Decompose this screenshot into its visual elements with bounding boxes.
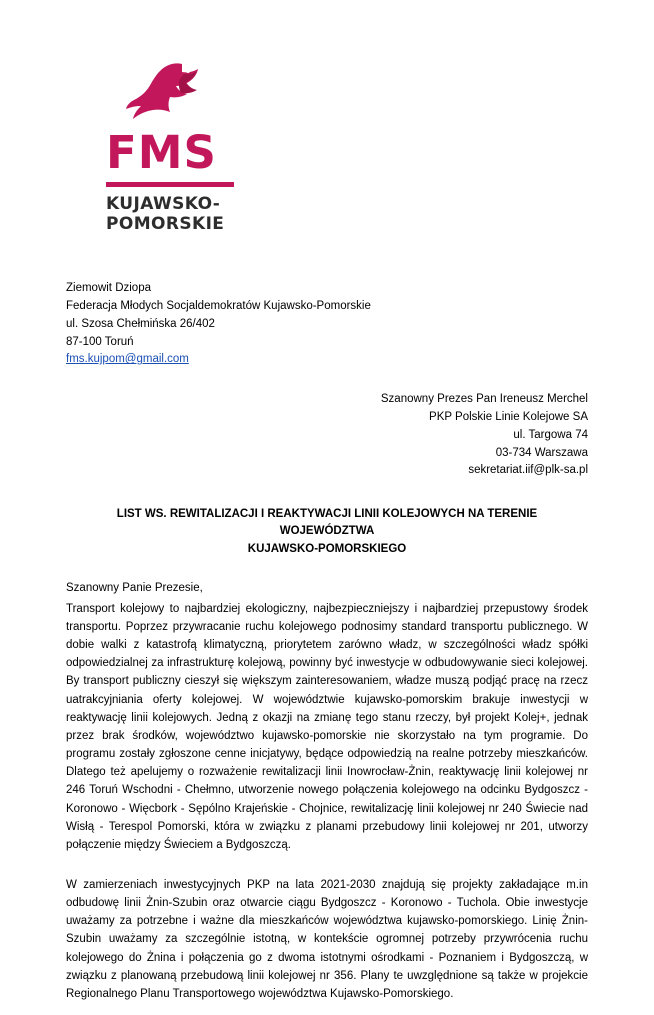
page-title-line2: KUJAWSKO-POMORSKIEGO: [247, 542, 407, 555]
sender-street: ul. Szosa Chełmińska 26/402: [66, 317, 215, 330]
sender-email-link[interactable]: fms.kujpom@gmail.com: [66, 353, 189, 366]
sender-organization: Federacja Młodych Socjaldemokratów Kujawsko-Pomorskie: [66, 299, 371, 312]
recipient-email: sekretariat.iif@plk-sa.pl: [468, 464, 588, 477]
logo-subtitle: [106, 194, 286, 234]
fms-logo: [106, 62, 286, 234]
logo-block: [66, 0, 588, 234]
sender-name: Ziemowit Dziopa: [66, 282, 151, 295]
logo-wordmark: FMS: [106, 126, 217, 179]
page-title-line1: LIST WS. REWITALIZACJI I REAKTYWACJI LINII KOLEJOWYCH NA TERENIE WOJEWÓDZTWA: [116, 508, 538, 538]
body-paragraph-2: W zamierzeniach inwestycyjnych PKP na lata 2021-2030 znajdują się projekty zakładające m.in odbudowę linii Żnin-Szubin oraz otwarcie ciągu Bydgoszcz - Koronowo - Tuchola. Obie inwestycje uważamy za potrzebne i ważne dla mieszkańców województwa kujawsko-pomorskiego. Linię Żnin-Szubin uważamy za szczególnie istotną, w kontekście ogromnej potrzeby przywrócenia ruchu kolejowego do Żnina i połączenia go z dwoma istotnymi ośrodkami - Poznaniem i Bydgoszczą, w związku z planowaną przebudową linii kolejowej nr 356. Plany te uwzględnione są także w projekcie Regionalnego Planu Transportowego województwa Kujawsko-Pomorskiego.: [66, 878, 588, 1000]
recipient-line4: 03-734 Warszawa: [495, 446, 588, 459]
logo-subtitle-line2: POMORSKIE: [106, 214, 225, 235]
eagle-icon: [124, 62, 218, 124]
sender-address: [66, 280, 588, 369]
recipient-line2: PKP Polskie Linie Kolejowe SA: [429, 410, 588, 423]
page-title: [66, 506, 588, 558]
recipient-line1: Szanowny Prezes Pan Ireneusz Merchel: [380, 393, 588, 406]
logo-subtitle-line1: KUJAWSKO-: [106, 194, 221, 214]
logo-divider: [106, 182, 234, 187]
recipient-line3: ul. Targowa 74: [513, 428, 588, 441]
sender-city: 87-100 Toruń: [66, 335, 134, 348]
body-paragraph-1: Transport kolejowy to najbardziej ekologiczny, najbezpieczniejszy i najbardziej przepustowy środek transportu. Poprzez przywracanie ruchu kolejowego podnosimy standard transportu publicznego. W dobie walki z katastrofą klimatyczną, priorytetem zarówno władz, w szczególności władz spółki odpowiedzialnej za infrastrukturę kolejową, powinny być inwestycje w odbudowywanie sieci kolejowej. By transport publiczny cieszył się większym zainteresowaniem, władze muszą podjąć pracę na rzecz uatrakcyjniania oferty kolejowej. W województwie kujawsko-pomorskim brakuje inwestycji w reaktywację linii kolejowych. Jedną z okazji na zmianę tego stanu rzeczy, był projekt Kolej+, jednak przez brak środków, województwo kujawsko-pomorskie nie skorzystało na tym programie. Do programu zostały zgłoszone cenne inicjatywy, będące odpowiedzią na realne potrzeby mieszkańców. Dlatego też apelujemy o rozważenie rewitalizacji linii Inowrocław-Żnin, reaktywację linii kolejowej nr 246 Toruń Wschodni - Chełmno, utworzenie nowego połączenia kolejowego na odcinku Bydgoszcz - Koronowo - Więcbork - Sępólno Krajeńskie - Chojnice, rewitalizację linii kolejowej nr 240 Świecie nad Wisłą - Terespol Pomorski, która w związku z planami przebudowy linii kolejowej nr 201, utworzy połączenie między Świeciem a Bydgoszczą.: [66, 602, 588, 851]
recipient-address: [66, 391, 588, 480]
salutation: Szanowny Panie Prezesie,: [66, 581, 203, 594]
